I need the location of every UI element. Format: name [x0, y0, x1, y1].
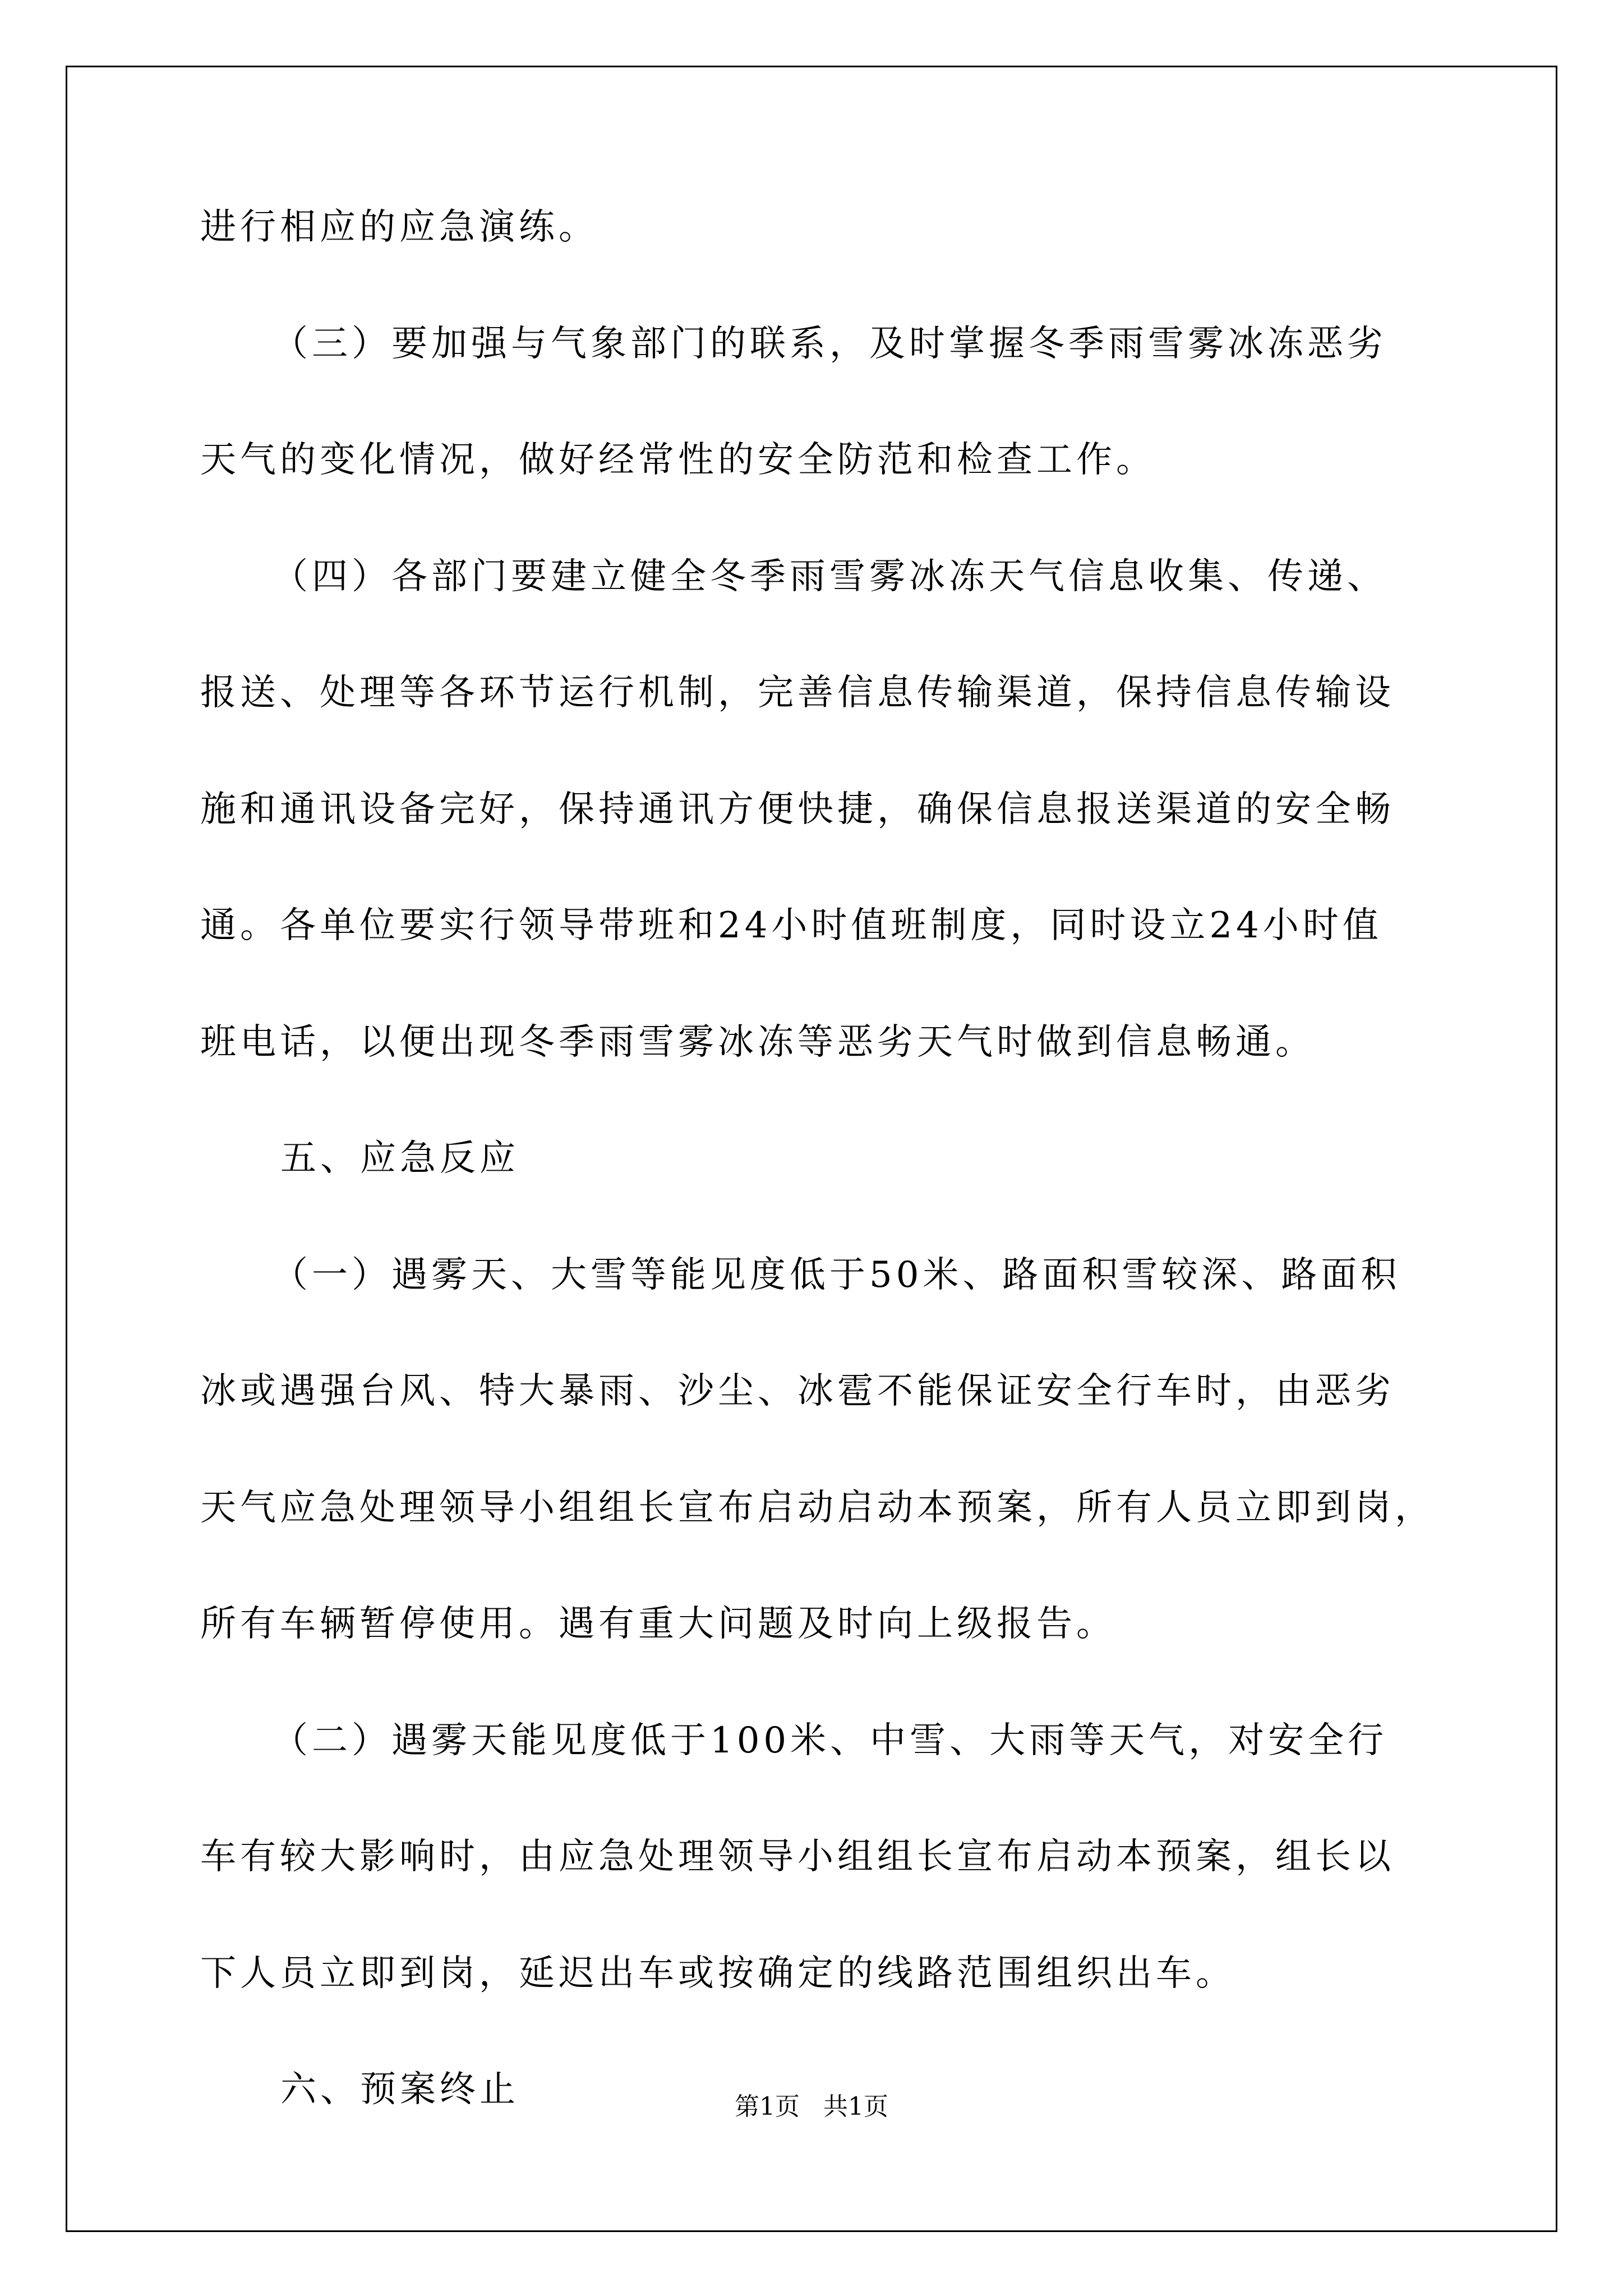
- text-line: 天气的变化情况，做好经常性的安全防范和检查工作。: [200, 439, 1156, 481]
- text-line: 施和通讯设备完好，保持通讯方便快捷，确保信息报送渠道的安全畅: [200, 789, 1395, 830]
- page-number: 第1页 共1页: [735, 2092, 888, 2121]
- text-line: 所有车辆暂停使用。遇有重大问题及时向上级报告。: [200, 1603, 1116, 1645]
- text-line: （四）各部门要建立健全冬季雨雪雾冰冻天气信息收集、传递、: [272, 556, 1387, 597]
- text-line: （一）遇雾天、大雪等能见度低于50米、路面积雪较深、路面积: [272, 1254, 1401, 1296]
- text-line: （三）要加强与气象部门的联系，及时掌握冬季雨雪雾冰冻恶劣: [272, 323, 1387, 365]
- section-heading: 五、应急反应: [280, 1138, 519, 1179]
- text-line: 进行相应的应急演练。: [200, 206, 598, 248]
- text-line: 车有较大影响时，由应急处理领导小组组长宣布启动本预案，组长以: [200, 1836, 1395, 1878]
- text-line: 通。各单位要实行领导带班和24小时值班制度，同时设立24小时值: [200, 905, 1382, 946]
- text-line: 班电话，以便出现冬季雨雪雾冰冻等恶劣天气时做到信息畅通。: [200, 1022, 1315, 1063]
- section-heading: 六、预案终止: [280, 2069, 519, 2110]
- text-line: 报送、处理等各环节运行机制，完善信息传输渠道，保持信息传输设: [200, 672, 1395, 714]
- text-line: 下人员立即到岗，延迟出车或按确定的线路范围组织出车。: [200, 1953, 1235, 1994]
- text-line: 冰或遇强台风、特大暴雨、沙尘、冰雹不能保证安全行车时，由恶劣: [200, 1370, 1395, 1412]
- text-line: 天气应急处理领导小组组长宣布启动启动本预案，所有人员立即到岗，: [200, 1487, 1435, 1529]
- text-line: （二）遇雾天能见度低于100米、中雪、大雨等天气，对安全行: [272, 1720, 1388, 1761]
